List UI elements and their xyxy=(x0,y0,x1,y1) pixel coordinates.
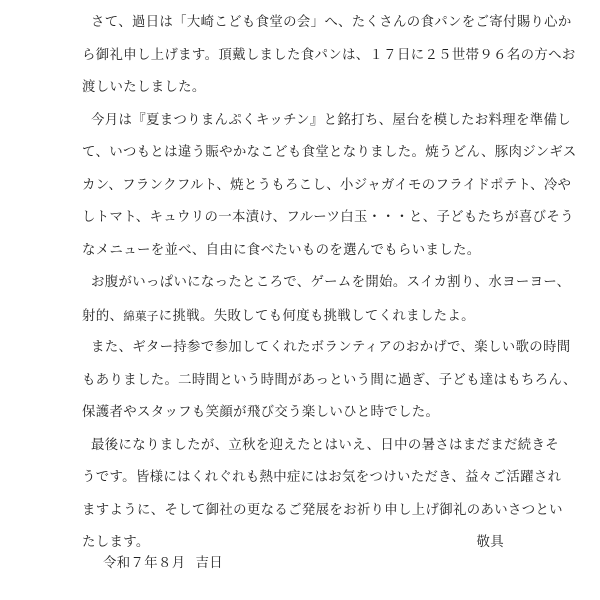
paragraph-volunteer-music xyxy=(82,332,577,430)
text-line: 今月は『夏まつりまんぷくキッチン』と銘打ち、屋台を模したお料理を準備し xyxy=(91,112,571,128)
text-line: うです。皆様にはくれぐれも熱中症にはお気をつけいただき、益々ご活躍され xyxy=(82,470,562,485)
text-segment: 射的、 xyxy=(82,308,124,324)
date-era: 令和７年８月 xyxy=(103,556,186,571)
text-line: ますように、そして御社の更なるご発展をお祈り申し上げ御礼のあいさつとい xyxy=(82,502,563,518)
letter-date xyxy=(103,548,223,580)
paragraph-games xyxy=(82,267,571,300)
paragraph-games-continued xyxy=(82,300,514,333)
text-segment: に挑戦。失敗しても何度も挑戦してくれましたよ。 xyxy=(158,308,475,324)
text-line: お腹がいっぱいになったところで、ゲームを開始。スイカ割り、水ヨーヨー、 xyxy=(91,275,571,290)
text-line xyxy=(82,300,514,333)
text-line: て、いつもとは違う賑やかなこども食堂となりました。焼うどん、豚肉ジンギス xyxy=(82,145,577,160)
date-suffix: 吉日 xyxy=(195,556,223,571)
text-line: もありました。二時間という時間があっという間に過ぎ、子ども達はもちろん、 xyxy=(82,372,577,388)
text-line: 保護者やスタッフも笑顔が飛び交う楽しいひと時でした。 xyxy=(82,405,440,420)
text-line: 最後になりましたが、立秋を迎えたとはいえ、日中の暑さはまだまだ続きそ xyxy=(91,437,559,453)
letter-body xyxy=(82,7,577,560)
text-line: さて、過日は「大崎こども食堂の会」へ、たくさんの食パンをご寄付賜り心か xyxy=(91,15,572,30)
closing-line-text: たします。 xyxy=(82,535,150,550)
text-line: ら御礼申し上げます。頂戴しました食パンは、１７日に２５世帯９６名の方へお xyxy=(82,47,576,63)
paragraph-summer-kitchen xyxy=(82,105,577,268)
text-line: カン、フランクフルト、焼とうもろこし、小ジャガイモのフライドポテト、冷や xyxy=(82,177,572,193)
paragraph-closing xyxy=(82,430,563,560)
text-segment-small: 綿菓子 xyxy=(123,308,159,323)
closing-salutation: 敬具 xyxy=(476,535,504,550)
text-line: また、ギター持参で参加してくれたボランティアのおかげで、楽しい歌の時間 xyxy=(91,340,571,355)
paragraph-donation-thanks xyxy=(82,7,576,105)
text-line: しトマト、キュウリの一本漬け、フルーツ白玉・・・と、子どもたちが喜びそう xyxy=(82,210,574,225)
text-line: なメニューを並べ、自由に食べたいものを選んでもらいました。 xyxy=(82,242,481,258)
text-line: 渡しいたしました。 xyxy=(82,80,206,95)
